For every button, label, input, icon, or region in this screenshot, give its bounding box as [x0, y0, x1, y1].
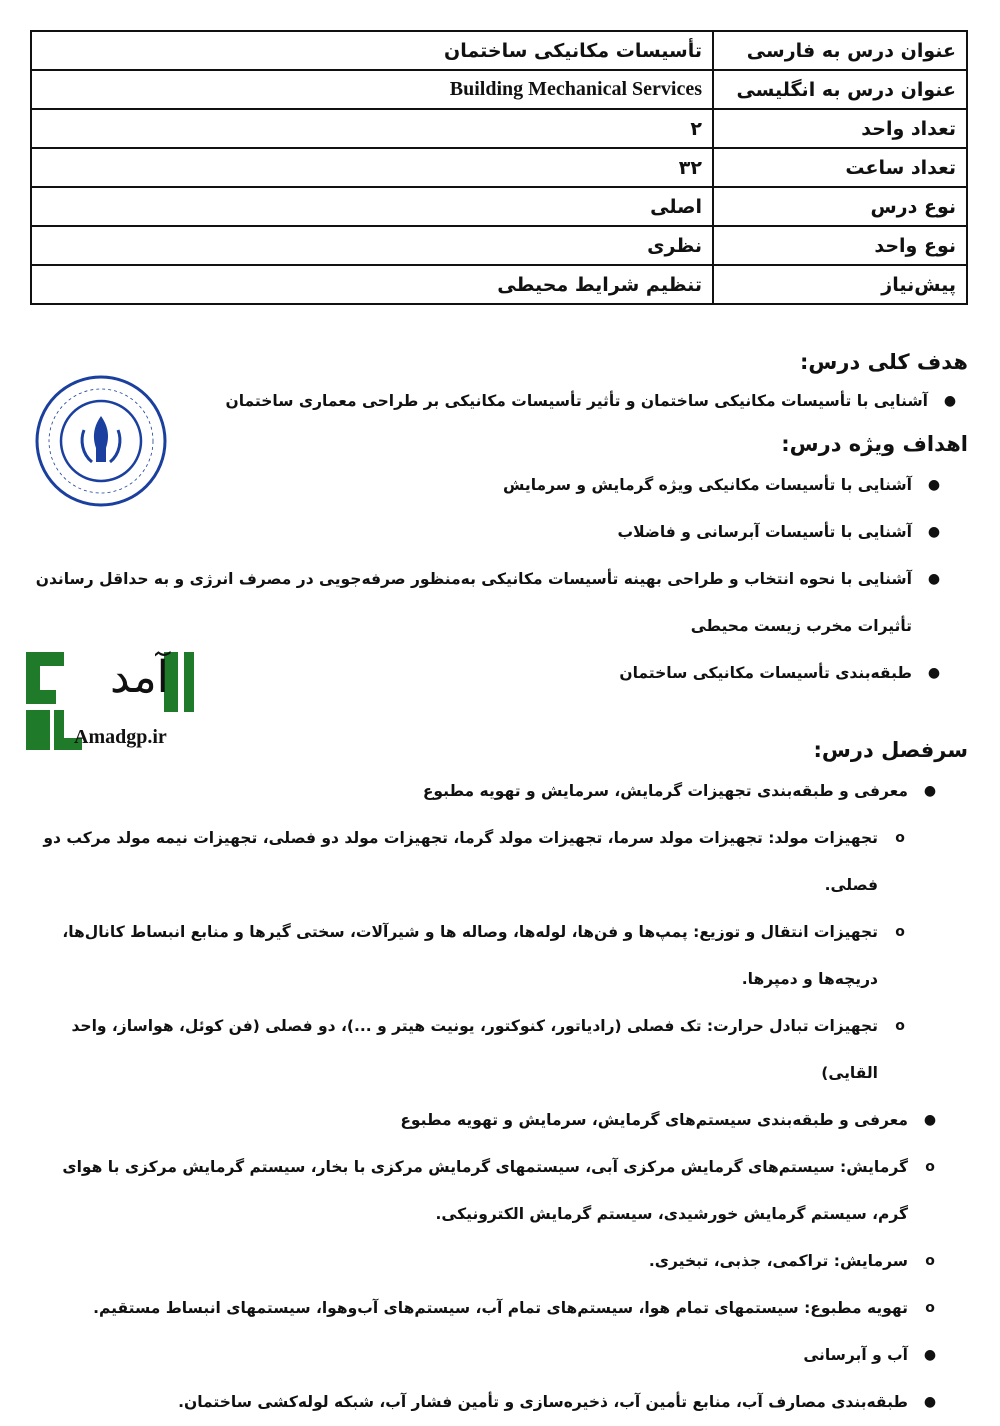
table-row [31, 187, 967, 226]
course-info-table [30, 30, 968, 305]
circle-bullet-icon: o [895, 924, 905, 940]
row-label: نوع واحد [713, 226, 967, 265]
row-label: تعداد واحد [713, 109, 967, 148]
row-label: نوع درس [713, 187, 967, 226]
row-label: عنوان درس به انگلیسی [713, 70, 967, 109]
logo-text: آمد [110, 652, 169, 703]
list-item: o تجهیزات مولد: تجهیزات مولد سرما، تجهیزات مولد گرما، تجهیزات مولد دو فصلی، تجهیزات نیمه مولد مرکب دو فصلی. [32, 815, 910, 909]
row-value: تنظیم شرایط محیطی [31, 265, 713, 304]
site-url: Amadgp.ir [74, 726, 167, 748]
list-item: o گرمایش: سیستم‌های گرمایش مرکزی آبی، سیستمهای گرمایش مرکزی با بخار، سیستم گرمایش مرکزی با هوای گرم، سیستم گرمایش خورشیدی، سیستم گرمایش الکترونیکی. [32, 1144, 940, 1238]
circle-bullet-icon: o [895, 830, 905, 846]
list-item: ● آشنایی با تأسیسات آبرسانی و فاضلاب [32, 509, 944, 556]
specific-goals-heading: اهداف ویژه درس: [781, 432, 968, 456]
circle-bullet-icon: o [925, 1159, 935, 1175]
syllabus-list [32, 768, 940, 1426]
row-label: تعداد ساعت [713, 148, 967, 187]
circle-bullet-icon: o [895, 1018, 905, 1034]
list-item: o تهویه مطبوع: سیستمهای تمام هوا، سیستم‌های تمام آب، سیستم‌های آب‌وهوا، سیستمهای انبساط مستقیم. [32, 1285, 940, 1332]
bullet-icon: ● [927, 665, 941, 681]
table-row [31, 70, 967, 109]
list-item: ● طبقه‌بندی مصارف آب، منابع تأمین آب، ذخیره‌سازی و تأمین فشار آب، شبکه لوله‌کشی ساختمان. [32, 1379, 940, 1426]
bullet-icon: ● [943, 393, 957, 409]
table-row [31, 109, 967, 148]
bullet-icon: ● [923, 1347, 937, 1363]
row-value: ۳۲ [31, 148, 713, 187]
bullet-icon: ● [927, 571, 941, 587]
bullet-icon: ● [923, 1112, 937, 1128]
table-row [31, 148, 967, 187]
bullet-icon: ● [923, 1394, 937, 1410]
row-label: پیش‌نیاز [713, 265, 967, 304]
row-value: تأسیسات مکانیکی ساختمان [31, 31, 713, 70]
row-value: ۲ [31, 109, 713, 148]
row-value: اصلی [31, 187, 713, 226]
table-row [31, 31, 967, 70]
list-item: ● معرفی و طبقه‌بندی سیستم‌های گرمایش، سرمایش و تهویه مطبوع [32, 1097, 940, 1144]
list-item: ● معرفی و طبقه‌بندی تجهیزات گرمایش، سرمایش و تهویه مطبوع [32, 768, 940, 815]
bullet-icon: ● [923, 783, 937, 799]
amad-logo [24, 648, 194, 753]
list-item: o سرمایش: تراکمی، جذبی، تبخیری. [32, 1238, 940, 1285]
list-item: o تجهیزات انتقال و توزیع: پمپ‌ها و فن‌ها، لوله‌ها، وصاله ها و شیرآلات، سختی گیرها و منابع انبساط کانال‌ها، دریچه‌ها و دمپرها. [32, 909, 910, 1003]
table-row [31, 226, 967, 265]
general-goal-list [200, 378, 960, 425]
row-value: نظری [31, 226, 713, 265]
bullet-icon: ● [927, 477, 941, 493]
row-value: Building Mechanical Services [31, 70, 713, 109]
circle-bullet-icon: o [925, 1300, 935, 1316]
bullet-icon: ● [927, 524, 941, 540]
circle-bullet-icon: o [925, 1253, 935, 1269]
list-item: ● آشنایی با تأسیسات مکانیکی ویژه گرمایش و سرمایش [32, 462, 944, 509]
syllabus-heading: سرفصل درس: [813, 738, 968, 762]
list-item: ● آب و آبرسانی [32, 1332, 940, 1379]
list-item: ● آشنایی با تأسیسات مکانیکی ساختمان و تأثیر تأسیسات مکانیکی بر طراحی معماری ساختمان [200, 378, 960, 425]
general-goal-heading: هدف کلی درس: [800, 350, 968, 374]
row-label: عنوان درس به فارسی [713, 31, 967, 70]
list-item: o تجهیزات تبادل حرارت: تک فصلی (رادیاتور، کنوکتور، یونیت هیتر و ...)، دو فصلی (فن کوئل، هواساز، واحد القایی) [32, 1003, 910, 1097]
list-item: ● طبقه‌بندی تأسیسات مکانیکی ساختمان [32, 650, 944, 697]
official-seal-icon [34, 374, 168, 508]
list-item: ● آشنایی با نحوه انتخاب و طراحی بهینه تأسیسات مکانیکی به‌منظور صرفه‌جویی در مصرف انرژی و به حداقل رساندن تأثیرات مخرب زیست محیطی [32, 556, 944, 650]
table-row [31, 265, 967, 304]
